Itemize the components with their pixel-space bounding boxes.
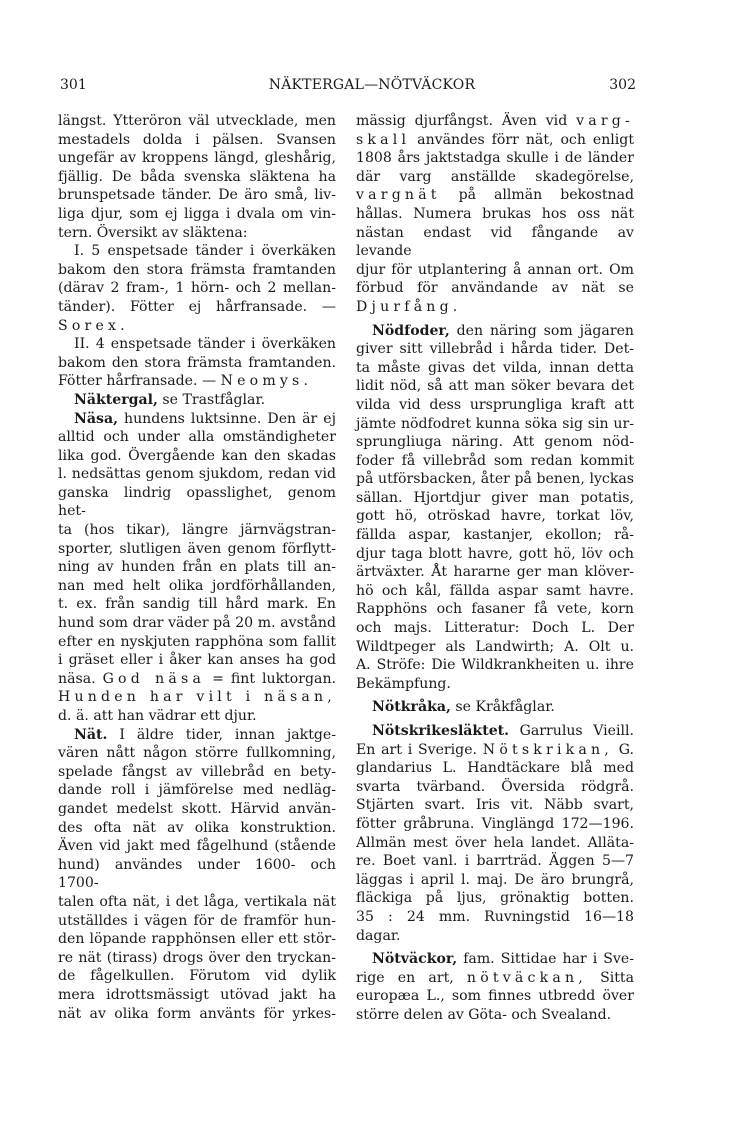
text-line — [58, 1005, 336, 1024]
text-run: G. — [612, 741, 634, 758]
text-run: se Kråkfåglar. — [450, 699, 555, 716]
text-line — [58, 967, 336, 986]
text-run: t. ex. från sandig till hård mark. En — [58, 596, 336, 613]
text-line — [58, 224, 336, 243]
text-line — [58, 781, 336, 800]
text-run: europæa L., som finnes utbredd över — [356, 988, 634, 1005]
text-line — [58, 112, 336, 131]
text-line — [58, 614, 336, 633]
text-run: ganska lindrig opasslighet, genom het- — [58, 484, 336, 520]
page-number-right: 302 — [609, 77, 636, 93]
text-run: ning av hunden från en plats till an- — [58, 559, 336, 576]
text-line — [58, 410, 336, 429]
text-line — [356, 815, 634, 834]
text-run: rige en art, — [356, 969, 467, 986]
text-run: = fint luktorgan. — [205, 670, 336, 687]
text-line — [58, 540, 336, 559]
text-line — [58, 261, 336, 280]
text-line — [356, 582, 634, 601]
text-line — [58, 354, 336, 373]
text-line — [58, 577, 336, 596]
text-run: talen ofta nät, i det låga, vertikala nät — [58, 893, 336, 910]
text-run: Även vid jakt med fågelhund (stående — [58, 838, 336, 855]
text-run: liga djur, som ej ligga i dvala om vin- — [58, 205, 336, 222]
text-line — [356, 969, 634, 988]
text-line — [356, 908, 634, 945]
text-line — [58, 651, 336, 670]
text-run: alltid och under alla omständigheter — [58, 429, 336, 446]
text-line — [58, 819, 336, 838]
text-line — [356, 950, 634, 969]
text-run: (därav 2 fram-, 1 hörn- och 2 mellan- — [58, 280, 336, 297]
text-line — [58, 391, 336, 410]
text-run: brunspetsade tänder. De äro små, liv- — [58, 187, 336, 204]
text-line — [58, 149, 336, 168]
text-run: sprungliuga näring. Att genom nöd- — [356, 434, 634, 451]
text-run: djur för utplantering å annan ort. Om — [356, 261, 634, 278]
text-run: större delen av Göta- och Svealand. — [356, 1006, 612, 1023]
text-run: hund som drar väder på 20 m. avstånd — [58, 615, 336, 632]
text-run: hundens luktsinne. Den är ej — [118, 410, 336, 427]
text-run: 1808 års jaktstadga skulle i de länder — [356, 150, 634, 167]
text-line — [356, 889, 634, 908]
text-run: svarta tvärband. Översida rödgrå. — [356, 778, 634, 795]
right-text-column — [356, 112, 634, 1025]
text-run: jämte nödfodret kunna söka sig sin ur- — [356, 415, 634, 432]
text-line — [58, 521, 336, 540]
text-line — [58, 317, 336, 336]
headword: Nötväckor, — [372, 951, 458, 968]
text-run: sporter, slutligen även genom förflytt- — [58, 540, 336, 557]
text-line — [356, 796, 634, 815]
text-line — [58, 335, 336, 354]
spaced-term: God näsa — [102, 670, 206, 687]
text-line — [356, 1006, 634, 1025]
text-run: gott hö, otröskad havre, torkat löv, — [356, 508, 634, 525]
text-line — [58, 633, 336, 652]
text-run: på utförsbacken, åter på benen, lyckas — [356, 471, 634, 488]
text-line — [356, 415, 634, 434]
text-run: En art i Sverige. — [356, 741, 483, 758]
text-run: lika god. Övergående kan den skadas — [58, 447, 336, 464]
spaced-term: Neomys. — [220, 373, 313, 390]
text-run: giver sitt villebråd i hårda tider. Det- — [356, 341, 634, 358]
text-run: hållas. Numera brukas hos oss nät — [356, 205, 634, 222]
left-text-column — [58, 112, 336, 1023]
text-line — [356, 698, 634, 717]
text-line — [356, 759, 634, 778]
spaced-term: Hunden har vilt i näsan, — [58, 689, 336, 706]
text-line — [58, 837, 336, 856]
text-line — [356, 638, 634, 657]
text-line — [356, 470, 634, 489]
text-run: Sitta — [586, 969, 635, 986]
text-run: d. ä. att han vädrar ett djur. — [58, 708, 257, 724]
text-line — [356, 852, 634, 871]
text-run: läggas i april l. maj. De äro brungrå, — [356, 871, 634, 888]
spaced-term: vargnät — [356, 187, 441, 204]
text-line — [356, 834, 634, 853]
spaced-term: Djurfång. — [356, 298, 462, 315]
text-run: nät av olika form använts för yrkes- — [58, 1005, 336, 1022]
text-line — [356, 545, 634, 564]
text-line — [58, 558, 336, 577]
text-line — [356, 619, 634, 638]
text-run: vären nått någon större fullkomning, — [58, 745, 336, 762]
text-run: I äldre tider, innan jaktge- — [107, 726, 336, 743]
text-run: sällan. Hjortdjur giver man potatis, — [356, 489, 634, 506]
text-run: den näring som jägaren — [449, 322, 634, 339]
spaced-term: Sorex. — [58, 317, 129, 334]
text-line — [356, 149, 634, 168]
text-run: I. 5 enspetsade tänder i överkäken — [74, 243, 336, 260]
text-line — [58, 205, 336, 224]
text-run: hund) användes under 1600- och 1700- — [58, 856, 336, 892]
text-run: användes förr nät, och enligt — [410, 131, 634, 148]
text-run: fällda aspar, kastanjer, ekollon; rå- — [356, 527, 634, 544]
text-line — [58, 242, 336, 261]
text-line — [58, 688, 336, 707]
text-run: djur taga blott havre, gott hö, löv och — [356, 545, 634, 562]
spaced-term: varg- — [576, 113, 634, 129]
text-line — [356, 452, 634, 471]
text-line — [356, 600, 634, 619]
text-line — [58, 707, 336, 726]
text-run: foder få villebråd som redan kommit — [356, 452, 634, 469]
text-line — [58, 428, 336, 447]
text-run: 35 : 24 mm. Ruvningstid 16—18 dagar. — [356, 908, 634, 944]
text-run: bakom den stora främsta framtanden. — [58, 354, 336, 371]
text-line — [58, 298, 336, 317]
text-line — [58, 447, 336, 466]
text-line — [58, 595, 336, 614]
text-run: längst. Ytteröron väl utvecklade, men — [58, 113, 336, 129]
headword: Näktergal, — [74, 391, 158, 408]
text-run: hö och kål, fällda aspar samt havre. — [356, 582, 634, 599]
text-line — [58, 949, 336, 968]
text-run: dande roll i jämförelse med nedläg- — [58, 782, 336, 799]
text-line — [356, 340, 634, 359]
text-line — [356, 722, 634, 741]
text-run: Garrulus Vieill. — [509, 723, 634, 739]
text-run: efter en nyskjuten rapphöna som fallit — [58, 633, 336, 650]
text-line — [58, 800, 336, 819]
text-run: ärtväxter. Åt hararne ger man klöver- — [356, 564, 634, 581]
text-line — [356, 489, 634, 508]
text-line — [356, 168, 634, 187]
text-line — [356, 675, 634, 694]
text-line — [356, 377, 634, 396]
text-run: näsa. — [58, 670, 103, 687]
text-run: A. Ströfe: Die Wildkrankheiten u. ihre — [356, 657, 634, 674]
text-run: gandet medelst skott. Härvid använ- — [58, 800, 336, 817]
text-run: tern. Översikt av släktena: — [58, 224, 248, 241]
text-run: i gräset eller i åker kan anses ha god — [58, 652, 336, 669]
text-line — [356, 656, 634, 675]
headword: Nödfoder, — [372, 322, 450, 339]
text-line — [356, 433, 634, 452]
spaced-term: skall — [356, 131, 411, 148]
text-run: Allmän mest över hela landet. Alläta- — [356, 834, 634, 851]
text-line — [58, 856, 336, 893]
spaced-term: nötväckan, — [466, 969, 587, 986]
text-run: mestadels dolda i pälsen. Svansen — [58, 131, 336, 148]
text-run: där varg anställde skadegörelse, — [356, 168, 634, 185]
text-run: ta måste givas det vilda, innan detta — [356, 359, 634, 376]
text-line — [356, 224, 634, 261]
text-run: på allmän bekostnad — [440, 187, 634, 204]
text-run: den löpande rapphönsen eller ett stör- — [58, 931, 336, 948]
text-line — [58, 670, 336, 689]
text-line — [58, 168, 336, 187]
text-line — [356, 279, 634, 298]
text-line — [356, 778, 634, 797]
text-run: bakom den stora främsta framtanden — [58, 261, 336, 278]
running-head-title: NÄKTERGAL—NÖTVÄCKOR — [268, 77, 476, 93]
text-run: re nät (tirass) drogs över den tryckan- — [58, 949, 336, 966]
text-line — [356, 205, 634, 224]
text-run: des ofta nät av olika konstruktion. — [58, 819, 336, 836]
text-run: de fågelkullen. Förutom vid dylik — [58, 968, 336, 985]
text-run: lidit nöd, så att man söker bevara det — [356, 378, 634, 395]
text-run: Stjärten svart. Iris vit. Näbb svart, — [356, 797, 634, 814]
text-line — [58, 465, 336, 484]
text-run: mera idrottsmässigt utövad jakt ha — [58, 986, 336, 1003]
headword: Nötskrikesläktet. — [372, 723, 510, 739]
text-line — [356, 112, 634, 131]
text-line — [58, 131, 336, 150]
text-run: se Trastfåglar. — [157, 391, 266, 408]
text-run: Fötter hårfransade. — — [58, 373, 221, 390]
text-line — [58, 372, 336, 391]
text-run: Rapphöns och fasaner få vete, korn — [356, 601, 634, 618]
text-line — [58, 893, 336, 912]
text-line — [356, 359, 634, 378]
text-run: fläckiga på ljus, grönaktig botten. — [356, 890, 634, 907]
text-run: fjällig. De båda svenska släktena ha — [58, 168, 336, 185]
text-run: glandarius L. Handtäckare blå med — [356, 760, 634, 777]
text-line — [356, 396, 634, 415]
text-line — [356, 131, 634, 150]
text-line — [356, 298, 634, 317]
text-line — [58, 279, 336, 298]
text-run: fam. Sittidae har i Sve- — [457, 951, 634, 968]
text-run: II. 4 enspetsade tänder i överkäken — [74, 336, 336, 353]
text-run: mässig djurfångst. Även vid — [356, 113, 577, 129]
text-line — [356, 186, 634, 205]
text-run: re. Boet vanl. i barrträd. Äggen 5—7 — [356, 853, 634, 870]
text-run: nästan endast vid fångande av levande — [356, 224, 634, 260]
text-run: vilda vid dess ursprungliga kraft att — [356, 396, 634, 413]
text-line — [356, 871, 634, 890]
text-line — [356, 322, 634, 341]
spaced-term: Nötskrikan, — [482, 741, 613, 758]
text-line — [58, 744, 336, 763]
text-line — [356, 526, 634, 545]
text-run: ta (hos tikar), längre järnvägstran- — [58, 522, 336, 539]
text-line — [356, 261, 634, 280]
text-run: förbud för användande av nät se — [356, 280, 634, 297]
text-line — [58, 930, 336, 949]
text-run: Bekämpfung. — [356, 675, 451, 692]
text-run: l. nedsättas genom sjukdom, redan vid — [58, 466, 336, 483]
headword: Nät. — [74, 726, 108, 743]
text-line — [58, 186, 336, 205]
text-line — [356, 987, 634, 1006]
text-run: spelade fångst av villebråd en bety- — [58, 763, 336, 780]
text-line — [58, 986, 336, 1005]
text-line — [356, 741, 634, 760]
text-run: fötter gråbruna. Vinglängd 172—196. — [356, 815, 634, 832]
text-run: ungefär av kroppens längd, gleshårig, — [58, 150, 336, 167]
text-line — [58, 763, 336, 782]
text-line — [58, 912, 336, 931]
headword: Nötkråka, — [372, 699, 451, 716]
text-run: utställdes i vägen för de framför hun- — [58, 912, 336, 929]
headword: Näsa, — [74, 410, 118, 427]
text-run: nan med helt olika jordförhållanden, — [58, 577, 336, 594]
text-run: Wildtpeger als Landwirth; A. Olt u. — [356, 638, 634, 655]
page-number-left: 301 — [60, 77, 87, 93]
text-line — [58, 726, 336, 745]
text-line — [356, 563, 634, 582]
text-line — [58, 484, 336, 521]
text-run: och majs. Litteratur: Doch L. Der — [356, 620, 634, 637]
text-run: tänder). Fötter ej hårfransade. — — [58, 298, 336, 315]
text-line — [356, 507, 634, 526]
